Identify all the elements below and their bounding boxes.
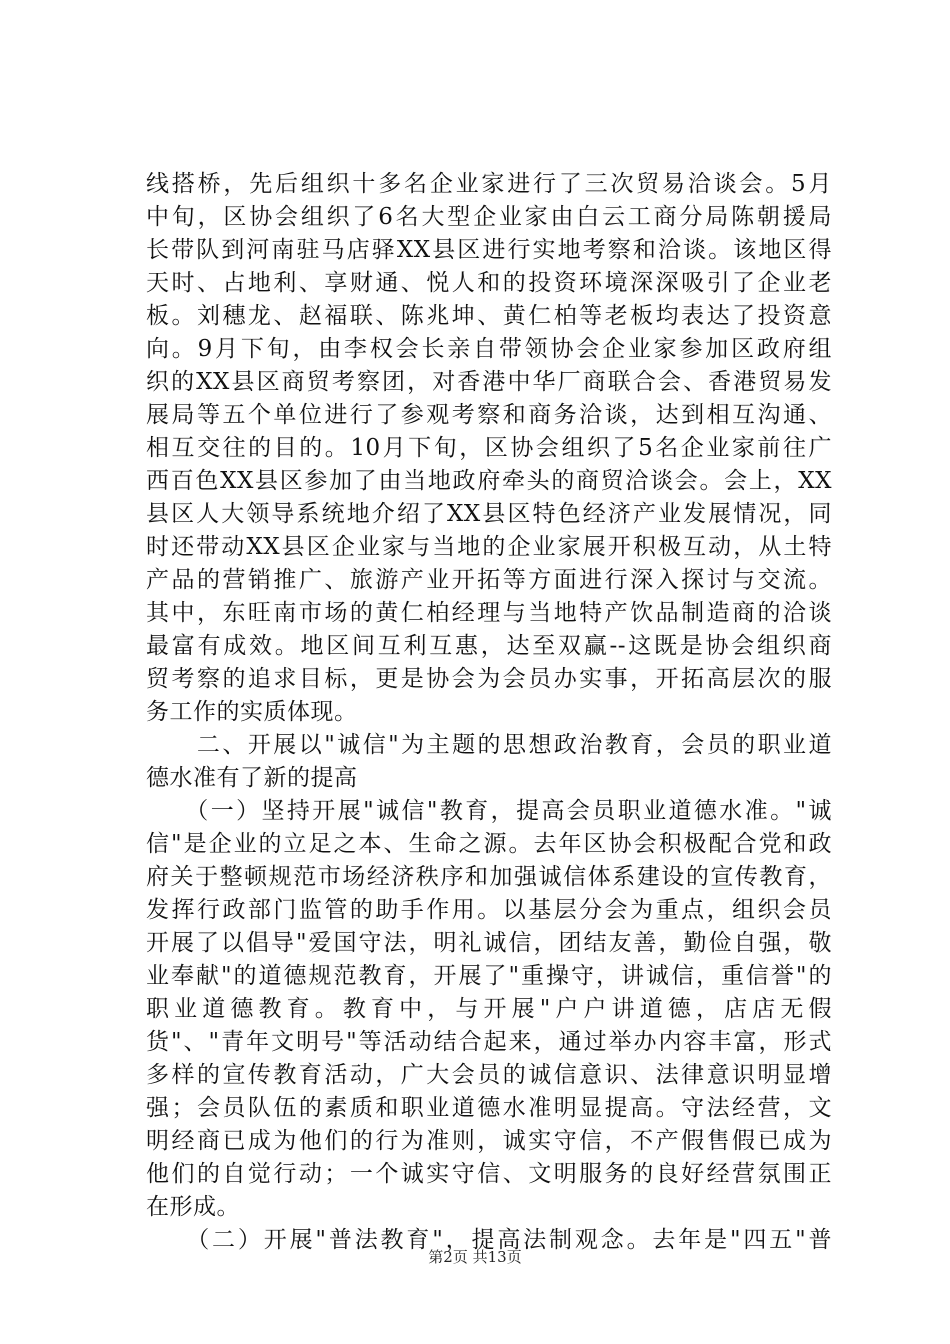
text-line: 向。9月下旬，由李权会长亲自带领协会企业家参加区政府组 [146,336,832,362]
text-line: 多样的宣传教育活动，广大会员的诚信意识、法律意识明显增 [146,1062,832,1088]
text-line: 线搭桥，先后组织十多名企业家进行了三次贸易洽谈会。5月 [146,171,832,197]
text-line: （一）坚持开展"诚信"教育，提高会员职业道德水准。"诚 [146,798,832,824]
text-line: 板。刘穗龙、赵福联、陈兆坤、黄仁柏等老板均表达了投资意 [146,303,832,329]
text-line: 产品的营销推广、旅游产业开拓等方面进行深入探讨与交流。 [146,567,832,593]
text-line: 在形成。 [146,1194,240,1220]
text-line: 西百色XX县区参加了由当地政府牵头的商贸洽谈会。会上，XX [146,468,832,494]
text-line: 务工作的实质体现。 [146,699,358,725]
text-line: 织的XX县区商贸考察团，对香港中华厂商联合会、香港贸易发 [146,369,832,395]
text-line: 开展了以倡导"爱国守法，明礼诚信，团结友善，勤俭自强，敬 [146,930,832,956]
text-line: 天时、占地利、享财通、悦人和的投资环境深深吸引了企业老 [146,270,832,296]
text-line: 府关于整顿规范市场经济秩序和加强诚信体系建设的宣传教育， [146,864,832,890]
text-line: 县区人大领导系统地介绍了XX县区特色经济产业发展情况，同 [146,501,832,527]
text-line: 明经商已成为他们的行为准则，诚实守信，不产假售假已成为 [146,1128,832,1154]
text-line: 时还带动XX县区企业家与当地的企业家展开积极互动，从土特 [146,534,832,560]
text-line: 贸考察的追求目标，更是协会为会员办实事，开拓高层次的服 [146,666,832,692]
text-line: 业奉献"的道德规范教育，开展了"重操守，讲诚信，重信誉"的 [146,963,832,989]
text-line: 信"是企业的立足之本、生命之源。去年区协会积极配合党和政 [146,831,832,857]
text-line: 展局等五个单位进行了参观考察和商务洽谈，达到相互沟通、 [146,402,832,428]
text-line: 发挥行政部门监管的助手作用。以基层分会为重点，组织会员 [146,897,832,923]
text-line: 最富有成效。地区间互利互惠，达至双赢--这既是协会组织商 [146,633,832,659]
text-line: 相互交往的目的。10月下旬，区协会组织了5名企业家前往广 [146,435,832,461]
text-line: 其中，东旺南市场的黄仁柏经理与当地特产饮品制造商的洽谈 [146,600,832,626]
text-line: 中旬，区协会组织了6名大型企业家由白云工商分局陈朝援局 [146,204,832,230]
document-body [146,168,832,1257]
text-line: 二、开展以"诚信"为主题的思想政治教育，会员的职业道 [146,732,832,758]
page-footer: 第2页 共13页 [428,1248,522,1266]
text-line: 长带队到河南驻马店驿XX县区进行实地考察和洽谈。该地区得 [146,237,832,263]
text-line: 职业道德教育。教育中，与开展"户户讲道德，店店无假 [146,996,832,1022]
text-line: （二）开展"普法教育"，提高法制观念。去年是"四五"普 [146,1227,832,1253]
text-line: 强；会员队伍的素质和职业道德水准明显提高。守法经营，文 [146,1095,832,1121]
text-line: 德水准有了新的提高 [146,765,358,791]
text-line: 他们的自觉行动；一个诚实守信、文明服务的良好经营氛围正 [146,1161,832,1187]
text-line: 货"、"青年文明号"等活动结合起来，通过举办内容丰富，形式 [146,1029,832,1055]
